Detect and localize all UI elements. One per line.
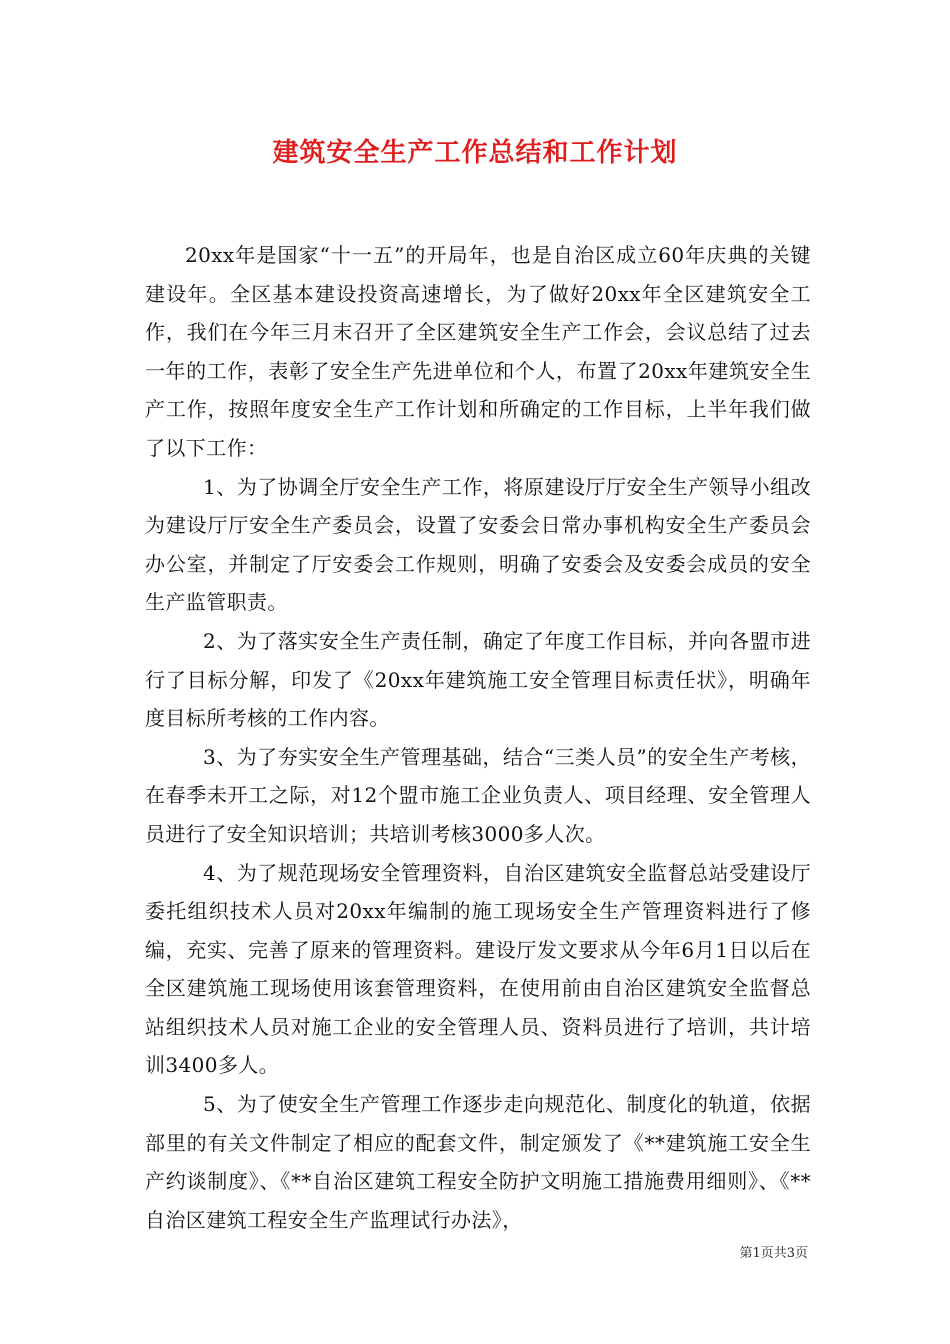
document-body	[145, 236, 811, 1239]
paragraph-item-5: 5、为了使安全生产管理工作逐步走向规范化、制度化的轨道，依据部里的有关文件制定了相应的配套文件，制定颁发了《**建筑施工安全生产约谈制度》、《**自治区建筑工程安全防护文明施工措施费用细则》、《**自治区建筑工程安全生产监理试行办法》，	[145, 1092, 811, 1232]
paragraph-item-4: 4、为了规范现场安全管理资料，自治区建筑安全监督总站受建设厅委托组织技术人员对20xx年编制的施工现场安全生产管理资料进行了修编，充实、完善了原来的管理资料。建设厅发文要求从今年6月1日以后在全区建筑施工现场使用该套管理资料，在使用前由自治区建筑安全监督总站组织技术人员对施工企业的安全管理人员、资料员进行了培训，共计培训3400多人。	[145, 860, 811, 1078]
document-title: 建筑安全生产工作总结和工作计划	[272, 138, 678, 168]
paragraph-item-3: 3、为了夯实安全生产管理基础，结合“三类人员”的安全生产考核，在春季未开工之际，对12个盟市施工企业负责人、项目经理、安全管理人员进行了安全知识培训；共培训考核3000多人次。	[145, 744, 811, 846]
paragraph-item-2: 2、为了落实安全生产责任制，确定了年度工作目标，并向各盟市进行了目标分解，印发了《20xx年建筑施工安全管理目标责任状》，明确年度目标所考核的工作内容。	[145, 628, 811, 731]
page-number-footer: 第1页共3页	[739, 1246, 808, 1261]
paragraph-intro: 20xx年是国家“十一五”的开局年，也是自治区成立60年庆典的关键建设年。全区基本建设投资高速增长，为了做好20xx年全区建筑安全工作，我们在今年三月末召开了全区建筑安全生产工作会，会议总结了过去一年的工作，表彰了安全生产先进单位和个人，布置了20xx年建筑安全生产工作，按照年度安全生产工作计划和所确定的工作目标，上半年我们做了以下工作：	[145, 243, 811, 460]
paragraph-item-1: 1、为了协调全厅安全生产工作，将原建设厅厅安全生产领导小组改为建设厅厅安全生产委员会，设置了安委会日常办事机构安全生产委员会办公室，并制定了厅安委会工作规则，明确了安委会及安委会成员的安全生产监管职责。	[145, 474, 811, 615]
